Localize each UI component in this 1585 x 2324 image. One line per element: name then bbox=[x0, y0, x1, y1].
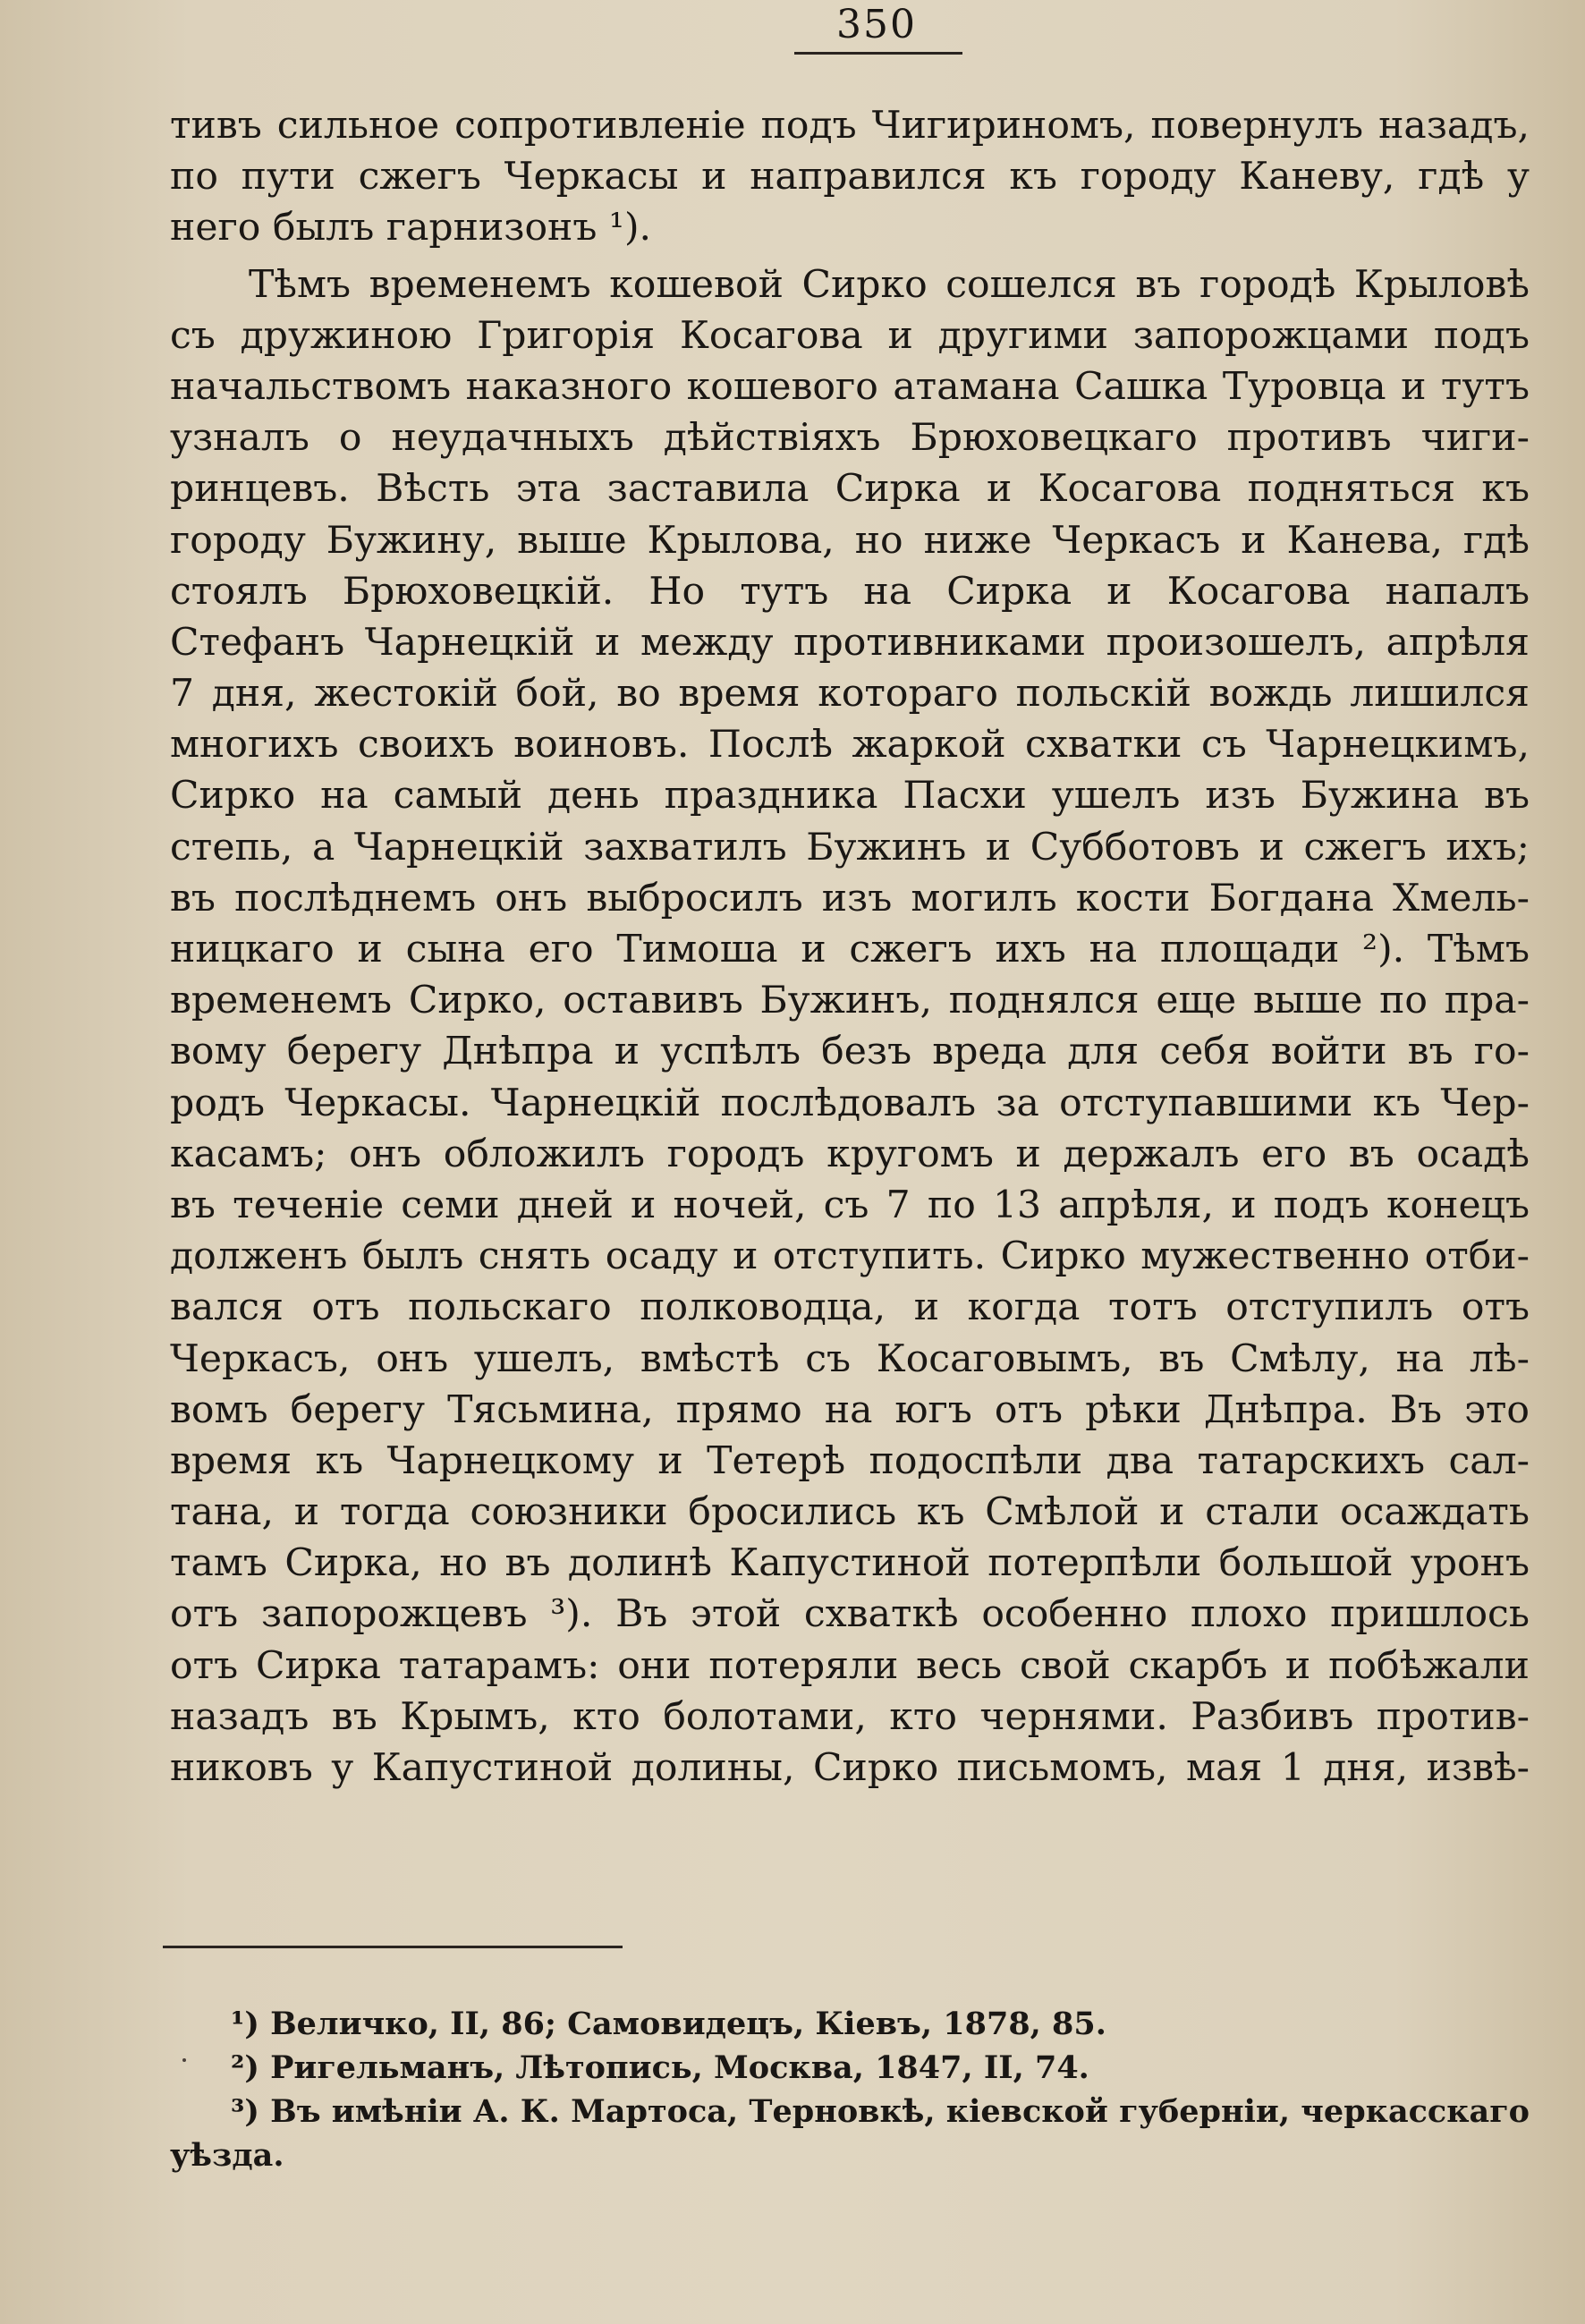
text-line: тана, и тогда союзники бросились къ Смѣлой и стали осаждать bbox=[170, 1490, 1530, 1535]
text-line: временемъ Сирко, оставивъ Бужинъ, поднялся еще выше по пра- bbox=[170, 979, 1530, 1023]
text-line: тамъ Сирка, но въ долинѣ Капустиной потерпѣли большой уронъ bbox=[170, 1541, 1530, 1586]
text-line: стоялъ Брюховецкій. Но тутъ на Сирка и Косагова напалъ bbox=[170, 569, 1530, 614]
footnote: ²) Ригельманъ, Лѣтопись, Москва, 1847, II, 74. bbox=[231, 2049, 1089, 2086]
text-line: Тѣмъ временемъ кошевой Сирко сошелся въ городѣ Крыловѣ bbox=[249, 262, 1530, 307]
footnote: ¹) Величко, II, 86; Самовидецъ, Кіевъ, 1878, 85. bbox=[231, 2006, 1106, 2042]
text-line: время къ Чарнецкому и Тетерѣ подоспѣли два татарскихъ сал- bbox=[170, 1438, 1530, 1483]
text-line: начальствомъ наказного кошевого атамана Сашка Туровца и тутъ bbox=[170, 364, 1530, 409]
text-line: ницкаго и сына его Тимоша и сжегъ ихъ на площади ²). Тѣмъ bbox=[170, 928, 1530, 971]
footnotes bbox=[170, 2002, 1530, 2177]
text-line: него былъ гарнизонъ ¹). bbox=[170, 206, 652, 250]
footnote-continuation: уѣзда. bbox=[170, 2137, 284, 2174]
text-line: долженъ былъ снять осаду и отступить. Сирко мужественно отби- bbox=[170, 1234, 1530, 1279]
text-line: Сирко на самый день праздника Пасхи ушелъ изъ Бужина въ bbox=[170, 774, 1530, 818]
text-line: по пути сжегъ Черкасы и направился къ городу Каневу, гдѣ у bbox=[170, 155, 1530, 199]
text-line: касамъ; онъ обложилъ городъ кругомъ и держалъ его въ осадѣ bbox=[170, 1132, 1530, 1176]
text-line: родъ Черкасы. Чарнецкій послѣдовалъ за отступавшими къ Чер- bbox=[170, 1081, 1530, 1125]
text-line: степь, а Чарнецкій захватилъ Бужинъ и Субботовъ и сжегъ ихъ; bbox=[170, 825, 1530, 869]
page-number: 350 bbox=[836, 2, 917, 47]
text-line: ринцевъ. Вѣсть эта заставила Сирка и Косагова подняться къ bbox=[170, 467, 1530, 512]
text-line: назадъ въ Крымъ, кто болотами, кто чернями. Разбивъ против- bbox=[170, 1694, 1530, 1739]
text-line: вомъ берегу Тясьмина, прямо на югъ отъ рѣки Днѣпра. Въ это bbox=[170, 1387, 1530, 1432]
body-text bbox=[170, 100, 1530, 1794]
text-line: никовъ у Капустиной долины, Сирко письмомъ, мая 1 дня, извѣ- bbox=[170, 1746, 1530, 1790]
header-rule bbox=[794, 52, 962, 55]
text-line: отъ запорожцевъ ³). Въ этой схваткѣ особенно плохо пришлось bbox=[170, 1592, 1530, 1637]
footnote-rule bbox=[163, 1946, 623, 1948]
text-line: Черкасъ, онъ ушелъ, вмѣстѣ съ Косаговымъ, въ Смѣлу, на лѣ- bbox=[170, 1336, 1530, 1381]
text-line: отъ Сирка татарамъ: они потеряли весь свой скарбъ и побѣжали bbox=[170, 1643, 1530, 1688]
text-line: городу Бужину, выше Крылова, но ниже Черкасъ и Канева, гдѣ bbox=[170, 518, 1530, 563]
text-line: Стефанъ Чарнецкій и между противниками произошелъ, апрѣля bbox=[170, 620, 1530, 665]
text-line: узналъ о неудачныхъ дѣйствіяхъ Брюховецкаго противъ чиги- bbox=[170, 416, 1530, 461]
text-line: вому берегу Днѣпра и успѣлъ безъ вреда для себя войти въ го- bbox=[170, 1030, 1530, 1074]
text-line: тивъ сильное сопротивленіе подъ Чигириномъ, повернулъ назадъ, bbox=[170, 104, 1530, 148]
text-line: многихъ своихъ воиновъ. Послѣ жаркой схватки съ Чарнецкимъ, bbox=[170, 723, 1530, 768]
text-line: вался отъ польскаго полководца, и когда тотъ отступилъ отъ bbox=[170, 1285, 1530, 1330]
footnote: ³) Въ имѣніи А. К. Мартоса, Терновкѣ, кіевской губерніи, черкасскаго bbox=[231, 2093, 1530, 2130]
text-line: въ теченіе семи дней и ночей, съ 7 по 13 апрѣля, и подъ конецъ bbox=[170, 1183, 1530, 1227]
text-line: съ дружиною Григорія Косагова и другими запорожцами подъ bbox=[170, 313, 1530, 358]
text-line: въ послѣднемъ онъ выбросилъ изъ могилъ кости Богдана Хмель- bbox=[170, 876, 1530, 920]
text-line: 7 дня, жестокій бой, во время котораго польскій вождь лишился bbox=[170, 672, 1530, 717]
